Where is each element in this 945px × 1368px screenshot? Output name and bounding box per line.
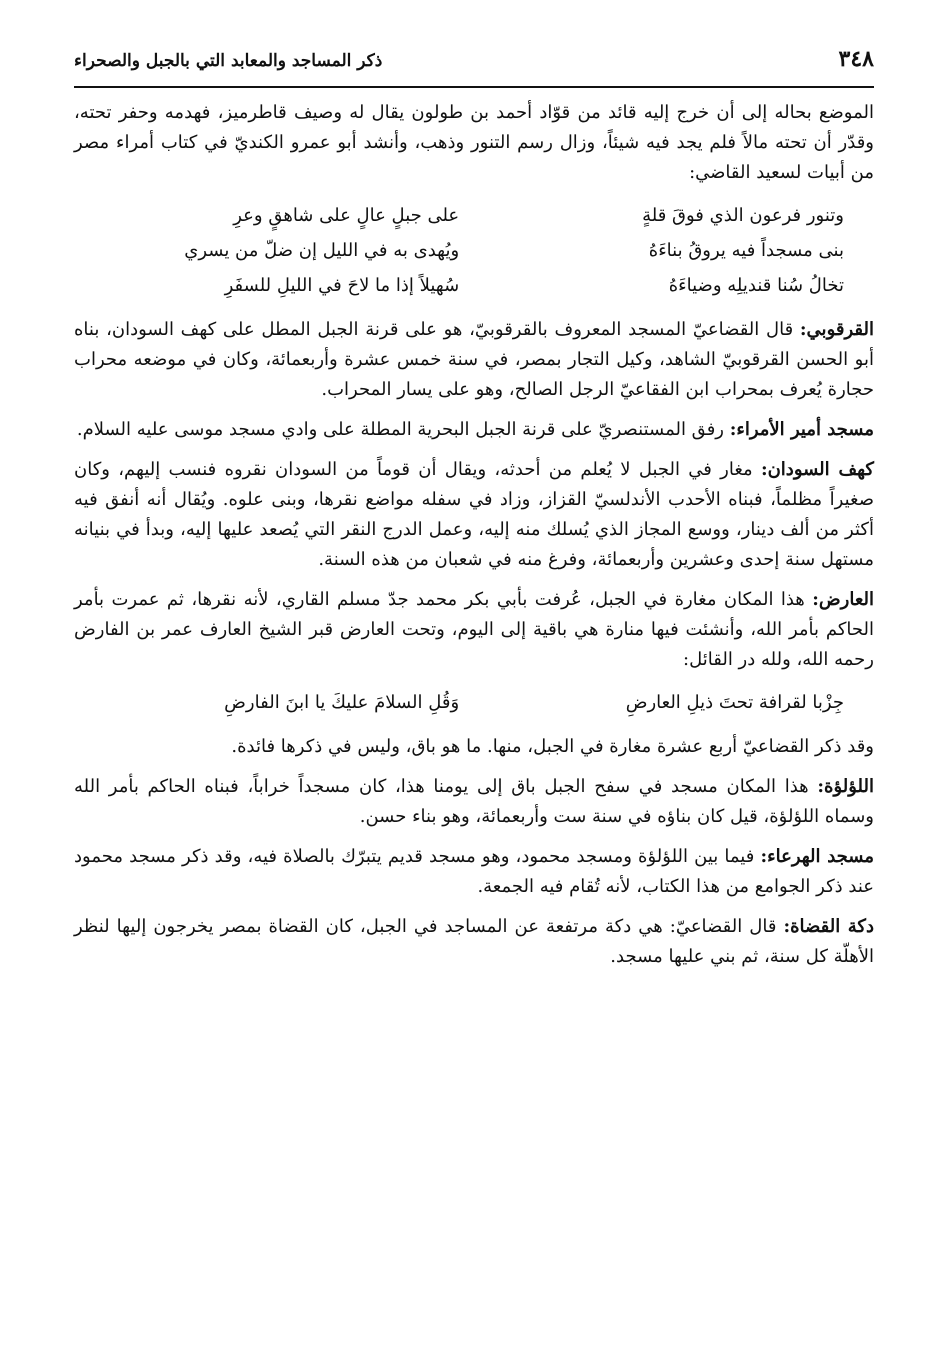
document-page bbox=[74, 46, 874, 982]
paragraph-kahf-al-sudan bbox=[74, 455, 874, 575]
paragraph-text: وقد ذكر القضاعيّ أربع عشرة مغارة في الجبل، منها. ما هو باق، وليس في ذكرها فائدة. bbox=[231, 736, 874, 757]
entry-term: القرقوبي: bbox=[799, 319, 874, 340]
verse-second-half: على جبلٍ عالٍ على شاهقٍ وعرِ bbox=[233, 205, 460, 226]
paragraph-text: رفق المستنصريّ على قرنة الجبل البحرية المطلة على وادي مسجد موسى عليه السلام. bbox=[76, 419, 724, 440]
poem-verses bbox=[74, 198, 874, 303]
paragraph-amir-al-umara bbox=[74, 415, 874, 445]
verse-first-half: وتنور فرعون الذي فوقَ قلةٍ bbox=[642, 205, 844, 226]
poem-verses bbox=[74, 685, 874, 720]
verse-line bbox=[74, 268, 874, 303]
verse-second-half: سُهيلاً إذا ما لاحَ في الليلِ للسفَرِ bbox=[224, 275, 460, 296]
entry-term: مسجد الهرعاء: bbox=[760, 846, 874, 867]
paragraph-text: قال القضاعيّ المسجد المعروف بالقرقوبيّ، هو على قرنة الجبل المطل على كهف السودان، بناه أبو الحسن القرقوبيّ الشاهد، وكيل التجار بمصر، في سنة خمس عشرة وأربعمائة، وكان في موضعه محراب حجارة يُعرف بمحراب ابن الفقاعيّ الرجل الصالح، وهو على يسار المحراب. bbox=[74, 319, 874, 400]
verse-line bbox=[74, 198, 874, 233]
entry-term: العارض: bbox=[812, 589, 874, 610]
verse-line bbox=[74, 233, 874, 268]
entry-term: اللؤلؤة: bbox=[817, 776, 874, 797]
verse-line bbox=[74, 685, 874, 720]
paragraph-harai bbox=[74, 842, 874, 902]
page-number: ٣٤٨ bbox=[838, 46, 874, 72]
verse-first-half: بنى مسجداً فيه يروقُ بناءَهُ bbox=[648, 240, 844, 261]
paragraph-text: فيما بين اللؤلؤة ومسجد محمود، وهو مسجد قديم يتبرّك بالصلاة فيه، وقد ذكر مسجد محمود عند ذكر الجوامع من هذا الكتاب، لأنه تُقام فيه الجمعة. bbox=[74, 846, 874, 897]
verse-first-half: جِزْبا لقرافة تحتَ ذيلِ العارضِ bbox=[625, 692, 844, 713]
paragraph-intro bbox=[74, 98, 874, 188]
entry-term: كهف السودان: bbox=[760, 459, 874, 480]
paragraph-al-arid bbox=[74, 585, 874, 675]
verse-second-half: وَقُلِ السلامَ عليكَ يا ابنَ الفارضِ bbox=[224, 692, 460, 713]
entry-term: دكة القضاة: bbox=[783, 916, 874, 937]
paragraph-text: هذا المكان مسجد في سفح الجبل باق إلى يومنا هذا، كان مسجداً خراباً، فبناه الحاكم بأمر الله وسماه اللؤلؤة، قيل كان بناؤه في سنة ست وأربعمائة، وهو بناء حسن. bbox=[74, 776, 874, 827]
running-title: ذكر المساجد والمعابد التي بالجبل والصحراء bbox=[74, 51, 383, 71]
paragraph-text: مغار في الجبل لا يُعلم من أحدثه، ويقال أن قوماً من السودان نقروه فنسب إليهم، وكان صغيراً مظلماً، فبناه الأحدب الأندلسيّ القزاز، وزاد في سفله مواضع نقرها، وبنى علوه. ويُقال أنه أنفق فيه أكثر من ألف دينار، ووسع المجاز الذي يُسلك منه إليه، وعمل الدرج النقر التي يُصعد عليها إليه، وبدأ في بنيانه مستهل سنة إحدى وعشرين وأربعمائة، وفرغ منه في شعبان من هذه السنة. bbox=[74, 459, 874, 570]
verse-second-half: ويُهدى به في الليل إن ضلّ من يسري bbox=[184, 240, 460, 261]
paragraph-caves-note bbox=[74, 732, 874, 762]
page-header bbox=[74, 46, 874, 88]
verse-first-half: تخالُ سُنا قنديلِه وضياءَهُ bbox=[668, 275, 844, 296]
paragraph-text: هذا المكان مغارة في الجبل، عُرفت بأبي بكر محمد جدّ مسلم القاري، لأنه نقرها، ثم عمرت بأمر الحاكم بأمر الله، وأنشئت فيها منارة هي باقية إلى اليوم، وتحت العارض قبر الشيخ العارف عمر بن الفارض رحمه الله، ولله در القائل: bbox=[74, 589, 874, 670]
entry-term: مسجد أمير الأمراء: bbox=[729, 419, 874, 440]
paragraph-dikkat-al-qudat bbox=[74, 912, 874, 972]
paragraph-qarqubi bbox=[74, 315, 874, 405]
paragraph-lulua bbox=[74, 772, 874, 832]
paragraph-text: الموضع بحاله إلى أن خرج إليه قائد من قوّاد أحمد بن طولون يقال له وصيف قاطرميز، فهدمه وحفر تحته، وقدّر أن تحته مالاً فلم يجد فيه شيئاً، وزال رسم التنور وذهب، وأنشد أبو عمرو الكنديّ في كتاب أمراء مصر من أبيات لسعيد القاضي: bbox=[74, 102, 874, 183]
paragraph-text: قال القضاعيّ: هي دكة مرتفعة عن المساجد في الجبل، كان القضاة بمصر يخرجون إليها لنظر الأهلّة كل سنة، ثم بني عليها مسجد. bbox=[74, 916, 874, 967]
body-text bbox=[74, 98, 874, 972]
